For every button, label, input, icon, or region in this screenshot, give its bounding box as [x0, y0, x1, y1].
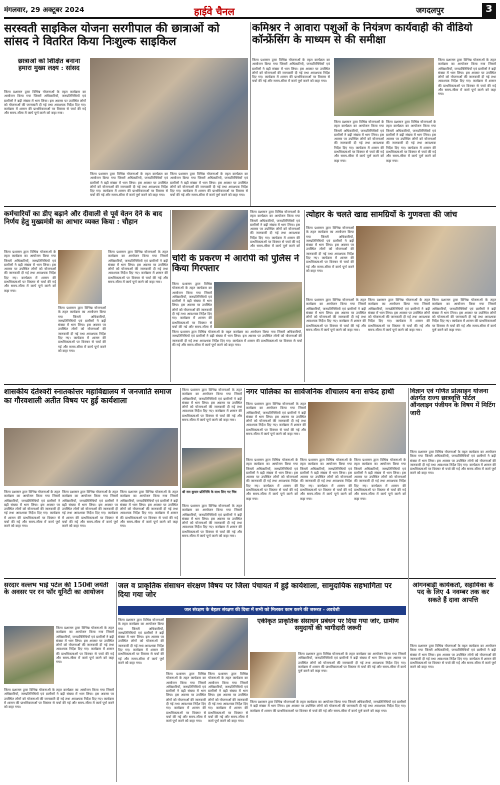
column-rule — [250, 22, 251, 206]
body-a4-col1: जिला प्रशासन द्वारा विभिन्न योजनाओं के तहत कार्यक्रम का आयोजन किया गया जिसमें अधिकारियों, जनप्रतिनिधियों एवं ग्रामीणों ने बड़ी संख्या में भाग लिया। इस अवसर पर उपस्थित लोगों को योजनाओं की जानकारी दी गई तथा आवश्यक निर्देश दिए गए। कार्यक्रम में शासन की प्राथमिकताओं पर विस्तार से चर्चा की गई और समय-सीमा में — [172, 282, 212, 328]
body-a12-col1: जिला प्रशासन द्वारा विभिन्न योजनाओं के तहत कार्यक्रम का आयोजन किया गया जिसमें अधिकारियों, जनप्रतिनिधियों एवं ग्रामीणों ने बड़ी संख्या में भाग लिया। इस अवसर पर उपस्थित लोगों को योजनाओं की जानकारी दी गई तथा आवश्यक निर्देश दिए गए। कार्यक्रम में शासन की प्राथमिकताओं पर विस्तार से चर्चा की गई और समय-सीमा में कार्य पूर्ण करने को कहा गया। — [410, 644, 496, 670]
photo-a6-workshop — [4, 428, 178, 486]
headline-a8: विज्ञान एवं गणित प्रोत्साहन योजना अंतर्गत राज्य छात्रवृत्ति पोर्टल ऑनलाइन पंजीयन के विषय में मिटिंग जारी — [410, 388, 496, 417]
photo-a5-inspection — [356, 226, 496, 296]
photo-a4-accused — [214, 282, 302, 328]
divider — [4, 578, 496, 579]
body-a8-col1: जिला प्रशासन द्वारा विभिन्न योजनाओं के तहत कार्यक्रम का आयोजन किया गया जिसमें अधिकारियों, जनप्रतिनिधियों एवं ग्रामीणों ने बड़ी संख्या में भाग लिया। इस अवसर पर उपस्थित लोगों को योजनाओं की जानकारी दी गई तथा आवश्यक निर्देश दिए गए। कार्यक्रम में शासन की प्राथमिकताओं पर विस्तार से चर्चा की गई और समय-सीमा में कार्य पूर्ण करने को कहा गया। — [410, 450, 496, 476]
headline-a5: त्योहार के चलते खाद्य सामग्रियों के गुणवत्ता की जांच — [306, 210, 458, 219]
body-a5-col3: जिला प्रशासन द्वारा विभिन्न योजनाओं के तहत कार्यक्रम का आयोजन किया गया जिसमें अधिकारियों, जनप्रतिनिधियों एवं ग्रामीणों ने बड़ी संख्या में भाग लिया। इस अवसर पर उपस्थित लोगों को योजनाओं की जानकारी दी गई तथा आवश्यक निर्देश दिए गए। कार्यक्रम में शासन की प्राथमिकताओं पर विस्तार से चर्चा की गई और समय-सीमा में कार्य पूर्ण करने को कहा गया। — [368, 298, 430, 333]
body-a2-col2: जिला प्रशासन द्वारा विभिन्न योजनाओं के तहत कार्यक्रम का आयोजन किया गया जिसमें अधिकारियों, जनप्रतिनिधियों एवं ग्रामीणों ने बड़ी संख्या में भाग लिया। इस अवसर पर उपस्थित लोगों को योजनाओं की जानकारी दी गई तथा आवश्यक निर्देश दिए गए। कार्यक्रम में शासन की प्राथमिकताओं पर विस्तार से चर्चा की गई और समय-सीमा में कार्य पूर्ण करने को कहा गया। — [334, 120, 384, 163]
body-a7-col2: जिला प्रशासन द्वारा विभिन्न योजनाओं के तहत कार्यक्रम का आयोजन किया गया जिसमें अधिकारियों, जनप्रतिनिधियों एवं ग्रामीणों ने बड़ी संख्या में भाग लिया। इस अवसर पर उपस्थित लोगों को योजनाओं की जानकारी दी गई तथा आवश्यक निर्देश दिए गए। कार्यक्रम में शासन की प्राथमिकताओं पर विस्तार से चर्चा की गई और समय-सीमा में कार्य पूर्ण करने को कहा गया। — [300, 458, 352, 501]
body-a11-col1: जिला प्रशासन द्वारा विभिन्न योजनाओं के तहत कार्यक्रम का आयोजन किया गया जिसमें अधिकारियों, जनप्रतिनिधियों एवं ग्रामीणों ने बड़ी संख्या में भाग लिया। इस अवसर पर उपस्थित लोगों को योजनाओं की जानकारी दी गई तथा आवश्यक निर्देश दिए गए। कार्यक्रम में शासन की प्राथमिकताओं पर विस्तार से चर्चा की गई और समय-सीमा में कार्य पूर्ण करने को कहा गया। — [298, 652, 406, 674]
photo-a4-top — [172, 210, 248, 250]
body-a1-col1: जिला प्रशासन द्वारा विभिन्न योजनाओं के तहत कार्यक्रम का आयोजन किया गया जिसमें अधिकारियों, जनप्रतिनिधियों एवं ग्रामीणों ने बड़ी संख्या में भाग लिया। इस अवसर पर उपस्थित लोगों को योजनाओं की जानकारी दी गई तथा आवश्यक निर्देश दिए गए। कार्यक्रम में शासन की प्राथमिकताओं पर विस्तार से चर्चा की गई और समय-सीमा में कार्य पूर्ण करने को कहा गया। — [4, 90, 86, 116]
headline-a7: नगर पालिका का सार्वजनिक शौचालय बना सफेद हाथी — [246, 388, 395, 396]
photo-a9-patel — [4, 626, 54, 684]
body-mid-col: जिला प्रशासन द्वारा विभिन्न योजनाओं के तहत कार्यक्रम का आयोजन किया गया जिसमें अधिकारियों, जनप्रतिनिधियों एवं ग्रामीणों ने बड़ी संख्या में भाग लिया। इस अवसर पर उपस्थित लोगों को योजनाओं की जानकारी दी गई तथा आवश्यक निर्देश दिए गए। कार्यक्रम में शासन की प्राथमिकताओं पर विस्तार से चर्चा की गई और समय-सीमा में कार्य पूर्ण करने को कहा गया। — [182, 388, 242, 423]
column-rule — [244, 388, 245, 576]
subhead-a10: जल संरक्षण के बेहतर संरक्षण की दिशा में सभी को मिलकर काम करने की जरूरत - अवधेशी — [184, 608, 340, 613]
column-rule — [304, 210, 305, 382]
body-a3-col3: जिला प्रशासन द्वारा विभिन्न योजनाओं के तहत कार्यक्रम का आयोजन किया गया जिसमें अधिकारियों, जनप्रतिनिधियों एवं ग्रामीणों ने बड़ी संख्या में भाग लिया। इस अवसर पर उपस्थित लोगों को योजनाओं की जानकारी दी गई तथा आवश्यक निर्देश दिए गए। कार्यक्रम में शासन की प्राथमिकताओं पर विस्तार से चर्चा की गई और समय-सीमा में कार्य पूर्ण करने को कहा गया। — [108, 250, 168, 285]
body-a5-col4: जिला प्रशासन द्वारा विभिन्न योजनाओं के तहत कार्यक्रम का आयोजन किया गया जिसमें अधिकारियों, जनप्रतिनिधियों एवं ग्रामीणों ने बड़ी संख्या में भाग लिया। इस अवसर पर उपस्थित लोगों को योजनाओं की जानकारी दी गई तथा आवश्यक निर्देश दिए गए। कार्यक्रम में शासन की प्राथमिकताओं पर विस्तार से चर्चा की गई और समय-सीमा में कार्य पूर्ण करने को कहा गया। — [432, 298, 496, 333]
column-rule — [180, 388, 181, 576]
body-a9-top: जिला प्रशासन द्वारा विभिन्न योजनाओं के तहत कार्यक्रम का आयोजन किया गया जिसमें अधिकारियों, जनप्रतिनिधियों एवं ग्रामीणों ने बड़ी संख्या में भाग लिया। इस अवसर पर उपस्थित लोगों को योजनाओं की जानकारी दी गई तथा आवश्यक निर्देश दिए गए। कार्यक्रम में शासन की प्राथमिकताओं पर विस्तार से चर्चा की गई और समय-सीमा में कार्य पूर्ण करने को कहा गया। — [56, 626, 114, 665]
column-rule — [116, 582, 117, 782]
page-number: 3 — [482, 3, 496, 17]
body-a2-col4: जिला प्रशासन द्वारा विभिन्न योजनाओं के तहत कार्यक्रम का आयोजन किया गया जिसमें अधिकारियों, जनप्रतिनिधियों एवं ग्रामीणों ने बड़ी संख्या में भाग लिया। इस अवसर पर उपस्थित लोगों को योजनाओं की जानकारी दी गई तथा आवश्यक निर्देश दिए गए। कार्यक्रम में शासन की प्राथमिकताओं पर विस्तार से चर्चा की गई और समय-सीमा में कार्य पूर्ण करने को कहा गया। — [438, 58, 496, 97]
issue-date: मंगलवार, 29 अक्टूबर 2024 — [4, 6, 85, 14]
body-mid-col2: जिला प्रशासन द्वारा विभिन्न योजनाओं के तहत कार्यक्रम का आयोजन किया गया जिसमें अधिकारियों, जनप्रतिनिधियों एवं ग्रामीणों ने बड़ी संख्या में भाग लिया। इस अवसर पर उपस्थित लोगों को योजनाओं की जानकारी दी गई तथा आवश्यक निर्देश दिए गए। कार्यक्रम में शासन की प्राथमिकताओं पर विस्तार से चर्चा की गई और समय-सीमा में कार्य पूर्ण करने को कहा गया। — [182, 504, 242, 539]
photo-a11-participants — [250, 652, 296, 698]
photo-portrait-mid — [182, 448, 242, 488]
photo-a10-meeting — [166, 618, 248, 670]
divider — [4, 384, 496, 385]
subhead-a1: छात्राओं को शिक्षित बनाना हमारा मुख्य लक्ष्य : सांसद — [17, 58, 81, 73]
subhead-banner-a10 — [118, 606, 406, 615]
body-a2-col3: जिला प्रशासन द्वारा विभिन्न योजनाओं के तहत कार्यक्रम का आयोजन किया गया जिसमें अधिकारियों, जनप्रतिनिधियों एवं ग्रामीणों ने बड़ी संख्या में भाग लिया। इस अवसर पर उपस्थित लोगों को योजनाओं की जानकारी दी गई तथा आवश्यक निर्देश दिए गए। कार्यक्रम में शासन की प्राथमिकताओं पर विस्तार से चर्चा की गई और समय-सीमा में कार्य पूर्ण करने को कहा गया। — [386, 120, 436, 163]
column-rule — [170, 210, 171, 382]
body-a3-col1: जिला प्रशासन द्वारा विभिन्न योजनाओं के तहत कार्यक्रम का आयोजन किया गया जिसमें अधिकारियों, जनप्रतिनिधियों एवं ग्रामीणों ने बड़ी संख्या में भाग लिया। इस अवसर पर उपस्थित लोगों को योजनाओं की जानकारी दी गई तथा आवश्यक निर्देश दिए गए। कार्यक्रम में शासन की प्राथमिकताओं पर विस्तार से चर्चा की गई और समय-सीमा में कार्य पूर्ण करने को कहा गया। — [4, 250, 56, 293]
photo-a7-toilet — [308, 402, 406, 454]
body-a9-bottom: जिला प्रशासन द्वारा विभिन्न योजनाओं के तहत कार्यक्रम का आयोजन किया गया जिसमें अधिकारियों, जनप्रतिनिधियों एवं ग्रामीणों ने बड़ी संख्या में भाग लिया। इस अवसर पर उपस्थित लोगों को योजनाओं की जानकारी दी गई तथा आवश्यक निर्देश दिए गए। कार्यक्रम में शासन की प्राथमिकताओं पर विस्तार से चर्चा की गई और समय-सीमा में कार्य पूर्ण करने को कहा गया। — [4, 688, 114, 710]
body-a11-col2: जिला प्रशासन द्वारा विभिन्न योजनाओं के तहत कार्यक्रम का आयोजन किया गया जिसमें अधिकारियों, जनप्रतिनिधियों एवं ग्रामीणों ने बड़ी संख्या में भाग लिया। इस अवसर पर उपस्थित लोगों को योजनाओं की जानकारी दी गई तथा आवश्यक निर्देश दिए गए। कार्यक्रम में शासन की प्राथमिकताओं पर विस्तार से चर्चा की गई और समय-सीमा में कार्य पूर्ण करने को कहा गया। — [250, 700, 406, 713]
headline-a2: कमिश्नर ने आवारा पशुओं के नियंत्रण कार्यवाही की वीडियो कॉन्फ्रेंसिंग के माध्यम से की समीक्षा — [252, 22, 473, 47]
body-a7-col1: जिला प्रशासन द्वारा विभिन्न योजनाओं के तहत कार्यक्रम का आयोजन किया गया जिसमें अधिकारियों, जनप्रतिनिधियों एवं ग्रामीणों ने बड़ी संख्या में भाग लिया। इस अवसर पर उपस्थित लोगों को योजनाओं की जानकारी दी गई तथा आवश्यक निर्देश दिए गए। कार्यक्रम में शासन की प्राथमिकताओं पर विस्तार से चर्चा की गई और समय-सीमा में कार्य पूर्ण करने को कहा गया। — [246, 458, 298, 501]
city-name: जगदलपुर — [416, 5, 444, 15]
divider — [4, 206, 496, 207]
photo-caption: श्री राम कुमार प्रतिनिधि के साथ लिए गए चित्र — [182, 490, 237, 494]
body-a5-col1: जिला प्रशासन द्वारा विभिन्न योजनाओं के तहत कार्यक्रम का आयोजन किया गया जिसमें अधिकारियों, जनप्रतिनिधियों एवं ग्रामीणों ने बड़ी संख्या में भाग लिया। इस अवसर पर उपस्थित लोगों को योजनाओं की जानकारी दी गई तथा आवश्यक निर्देश दिए गए। कार्यक्रम में शासन की प्राथमिकताओं पर विस्तार से चर्चा की गई और समय-सीमा में कार्य पूर्ण करने को कहा गया। — [306, 226, 354, 273]
headline-a12: आंगनबाड़ी कार्यकर्ता, सहायिका के पद के लिए 4 नवम्बर तक कर सकते हैं दावा आपत्ति — [412, 582, 494, 604]
headline-a6: शासकीय दंतेश्वरी स्नातकोत्तर महाविद्यालय में जनजाति समाज का गौरवशाली अतीत विषय पर हुई कार्यशाला — [4, 388, 172, 405]
column-rule — [408, 388, 409, 782]
masthead — [4, 3, 496, 19]
headline-a9: सरदार वल्लभ भाई पटेल की 150वीं जयंती के अवसर पर रन फॉर यूनिटी का आयोजन — [4, 582, 109, 597]
body-a4-col2: जिला प्रशासन द्वारा विभिन्न योजनाओं के तहत कार्यक्रम का आयोजन किया गया जिसमें अधिकारियों, जनप्रतिनिधियों एवं ग्रामीणों ने बड़ी संख्या में भाग लिया। इस अवसर पर उपस्थित लोगों को योजनाओं की जानकारी दी गई तथा आवश्यक निर्देश दिए गए। कार्यक्रम में शासन की प्राथमिकताओं पर विस्तार से चर्चा की गई और समय-सीमा में कार्य पूर्ण करने को कहा गया। — [172, 330, 302, 347]
body-a7-top: जिला प्रशासन द्वारा विभिन्न योजनाओं के तहत कार्यक्रम का आयोजन किया गया जिसमें अधिकारियों, जनप्रतिनिधियों एवं ग्रामीणों ने बड़ी संख्या में भाग लिया। इस अवसर पर उपस्थित लोगों को योजनाओं की जानकारी दी गई तथा आवश्यक निर्देश दिए गए। कार्यक्रम में शासन की प्राथमिकताओं पर विस्तार से चर्चा की गई और समय-सीमा में कार्य पूर्ण करने को कहा गया। — [246, 402, 306, 437]
body-a2-col1: जिला प्रशासन द्वारा विभिन्न योजनाओं के तहत कार्यक्रम का आयोजन किया गया जिसमें अधिकारियों, जनप्रतिनिधियों एवं ग्रामीणों ने बड़ी संख्या में भाग लिया। इस अवसर पर उपस्थित लोगों को योजनाओं की जानकारी दी गई तथा आवश्यक निर्देश दिए गए। कार्यक्रम में शासन की प्राथमिकताओं पर विस्तार से चर्चा की गई और समय-सीमा में कार्य पूर्ण करने को कहा गया। — [252, 58, 330, 84]
body-a10-col2: जिला प्रशासन द्वारा विभिन्न योजनाओं के तहत कार्यक्रम का आयोजन किया गया जिसमें अधिकारियों, जनप्रतिनिधियों एवं ग्रामीणों ने बड़ी संख्या में भाग लिया। इस अवसर पर उपस्थित लोगों को योजनाओं की जानकारी दी गई तथा आवश्यक निर्देश दिए गए। कार्यक्रम में शासन की प्राथमिकताओं पर विस्तार से चर्चा की गई और समय-सीमा में कार्य पूर्ण करने को कहा गया। — [166, 672, 206, 724]
section-title: हाईवे चैनल — [194, 7, 235, 18]
body-a6-col3: जिला प्रशासन द्वारा विभिन्न योजनाओं के तहत कार्यक्रम का आयोजन किया गया जिसमें अधिकारियों, जनप्रतिनिधियों एवं ग्रामीणों ने बड़ी संख्या में भाग लिया। इस अवसर पर उपस्थित लोगों को योजनाओं की जानकारी दी गई तथा आवश्यक निर्देश दिए गए। कार्यक्रम में शासन की प्राथमिकताओं पर विस्तार से चर्चा की गई और समय-सीमा में कार्य पूर्ण करने को कहा गया। — [120, 490, 178, 529]
body-a4-top: जिला प्रशासन द्वारा विभिन्न योजनाओं के तहत कार्यक्रम का आयोजन किया गया जिसमें अधिकारियों, जनप्रतिनिधियों एवं ग्रामीणों ने बड़ी संख्या में भाग लिया। इस अवसर पर उपस्थित लोगों को योजनाओं की जानकारी दी गई तथा आवश्यक निर्देश दिए गए। कार्यक्रम में शासन की प्राथमिकताओं पर विस्तार से चर्चा की गई और समय-सीमा में कार्य पूर्ण करने को — [250, 210, 300, 249]
body-a6-col2: जिला प्रशासन द्वारा विभिन्न योजनाओं के तहत कार्यक्रम का आयोजन किया गया जिसमें अधिकारियों, जनप्रतिनिधियों एवं ग्रामीणों ने बड़ी संख्या में भाग लिया। इस अवसर पर उपस्थित लोगों को योजनाओं की जानकारी दी गई तथा आवश्यक निर्देश दिए गए। कार्यक्रम में शासन की प्राथमिकताओं पर विस्तार से चर्चा की गई और समय-सीमा में कार्य पूर्ण करने को कहा गया। — [62, 490, 118, 529]
headline-a3: कर्मचारियों का डीए बढ़ाने और दीवाली से पूर्व वेतन देने के बाद निर्णय हेतु मुख्यमंत्री का आभार व्यक्त किया : चौहान — [4, 210, 163, 227]
photo-a1-group — [90, 58, 248, 170]
body-a5-col2: जिला प्रशासन द्वारा विभिन्न योजनाओं के तहत कार्यक्रम का आयोजन किया गया जिसमें अधिकारियों, जनप्रतिनिधियों एवं ग्रामीणों ने बड़ी संख्या में भाग लिया। इस अवसर पर उपस्थित लोगों को योजनाओं की जानकारी दी गई तथा आवश्यक निर्देश दिए गए। कार्यक्रम में शासन की प्राथमिकताओं पर विस्तार से चर्चा की गई और समय-सीमा में कार्य पूर्ण करने को कहा गया। — [306, 298, 366, 333]
body-a1-col3: जिला प्रशासन द्वारा विभिन्न योजनाओं के तहत कार्यक्रम का आयोजन किया गया जिसमें अधिकारियों, जनप्रतिनिधियों एवं ग्रामीणों ने बड़ी संख्या में भाग लिया। इस अवसर पर उपस्थित लोगों को योजनाओं की जानकारी दी गई तथा आवश्यक निर्देश दिए गए। कार्यक्रम में शासन की प्राथमिकताओं पर विस्तार से चर्चा की गई और समय-सीमा में कार्य पूर्ण करने को कहा गया। — [170, 172, 248, 198]
photo-a3-portrait — [58, 250, 102, 304]
photo-a2-meeting — [334, 58, 434, 116]
headline-a1: सरस्वती साइकिल योजना सरगीपाल की छात्राओं को सांसद ने वितरित किया निःशुल्क साइकिल — [4, 22, 220, 49]
body-a7-col3: जिला प्रशासन द्वारा विभिन्न योजनाओं के तहत कार्यक्रम का आयोजन किया गया जिसमें अधिकारियों, जनप्रतिनिधियों एवं ग्रामीणों ने बड़ी संख्या में भाग लिया। इस अवसर पर उपस्थित लोगों को योजनाओं की जानकारी दी गई तथा आवश्यक निर्देश दिए गए। कार्यक्रम में शासन की प्राथमिकताओं पर विस्तार से चर्चा की गई और समय-सीमा में कार्य पूर्ण करने को कहा गया। — [354, 458, 406, 501]
headline-a10: जल व प्राकृतिक संसाधन संरक्षण विषय पर जिला पंचायत में हुई कार्यशाला, सामुदायिक सहभागिता पर दिया गया जोर — [118, 582, 392, 599]
body-a10-col1: जिला प्रशासन द्वारा विभिन्न योजनाओं के तहत कार्यक्रम का आयोजन किया गया जिसमें अधिकारियों, जनप्रतिनिधियों एवं ग्रामीणों ने बड़ी संख्या में भाग लिया। इस अवसर पर उपस्थित लोगों को योजनाओं की जानकारी दी गई तथा आवश्यक निर्देश दिए गए। कार्यक्रम में शासन की प्राथमिकताओं पर विस्तार से चर्चा की गई और समय-सीमा में कार्य पूर्ण करने को कहा गया। — [118, 618, 164, 665]
headline-a4: चोरी के प्रकरण में आरोपी को पुलिस ने किया गिरफ्तार — [172, 254, 300, 275]
body-a6-col1: जिला प्रशासन द्वारा विभिन्न योजनाओं के तहत कार्यक्रम का आयोजन किया गया जिसमें अधिकारियों, जनप्रतिनिधियों एवं ग्रामीणों ने बड़ी संख्या में भाग लिया। इस अवसर पर उपस्थित लोगों को योजनाओं की जानकारी दी गई तथा आवश्यक निर्देश दिए गए। कार्यक्रम में शासन की प्राथमिकताओं पर विस्तार से चर्चा की गई और समय-सीमा में कार्य पूर्ण करने को कहा गया। — [4, 490, 60, 529]
body-a10-col3: जिला प्रशासन द्वारा विभिन्न योजनाओं के तहत कार्यक्रम का आयोजन किया गया जिसमें अधिकारियों, जनप्रतिनिधियों एवं ग्रामीणों ने बड़ी संख्या में भाग लिया। इस अवसर पर उपस्थित लोगों को योजनाओं की जानकारी दी गई तथा आवश्यक निर्देश दिए गए। कार्यक्रम में शासन की प्राथमिकताओं पर विस्तार से चर्चा की गई और समय-सीमा में कार्य पूर्ण करने को कहा गया। — [208, 672, 248, 724]
body-a3-col2: जिला प्रशासन द्वारा विभिन्न योजनाओं के तहत कार्यक्रम का आयोजन किया गया जिसमें अधिकारियों, जनप्रतिनिधियों एवं ग्रामीणों ने बड़ी संख्या में भाग लिया। इस अवसर पर उपस्थित लोगों को योजनाओं की जानकारी दी गई तथा आवश्यक निर्देश दिए गए। कार्यक्रम में शासन की प्राथमिकताओं पर विस्तार से चर्चा की गई और समय-सीमा में कार्य पूर्ण करने को कहा गया। — [58, 306, 106, 353]
headline-a11: एकीकृत प्राकृतिक संसाधन प्रबंधन पर दिया गया जोर, ग्रामीण समुदायों की भागीदारी जरूरी — [257, 618, 399, 633]
body-a1-col2: जिला प्रशासन द्वारा विभिन्न योजनाओं के तहत कार्यक्रम का आयोजन किया गया जिसमें अधिकारियों, जनप्रतिनिधियों एवं ग्रामीणों ने बड़ी संख्या में भाग लिया। इस अवसर पर उपस्थित लोगों को योजनाओं की जानकारी दी गई तथा आवश्यक निर्देश दिए गए। कार्यक्रम में शासन की प्राथमिकताओं पर विस्तार से चर्चा की गई और समय-सीमा में कार्य पूर्ण करने को कहा गया। — [90, 172, 168, 198]
